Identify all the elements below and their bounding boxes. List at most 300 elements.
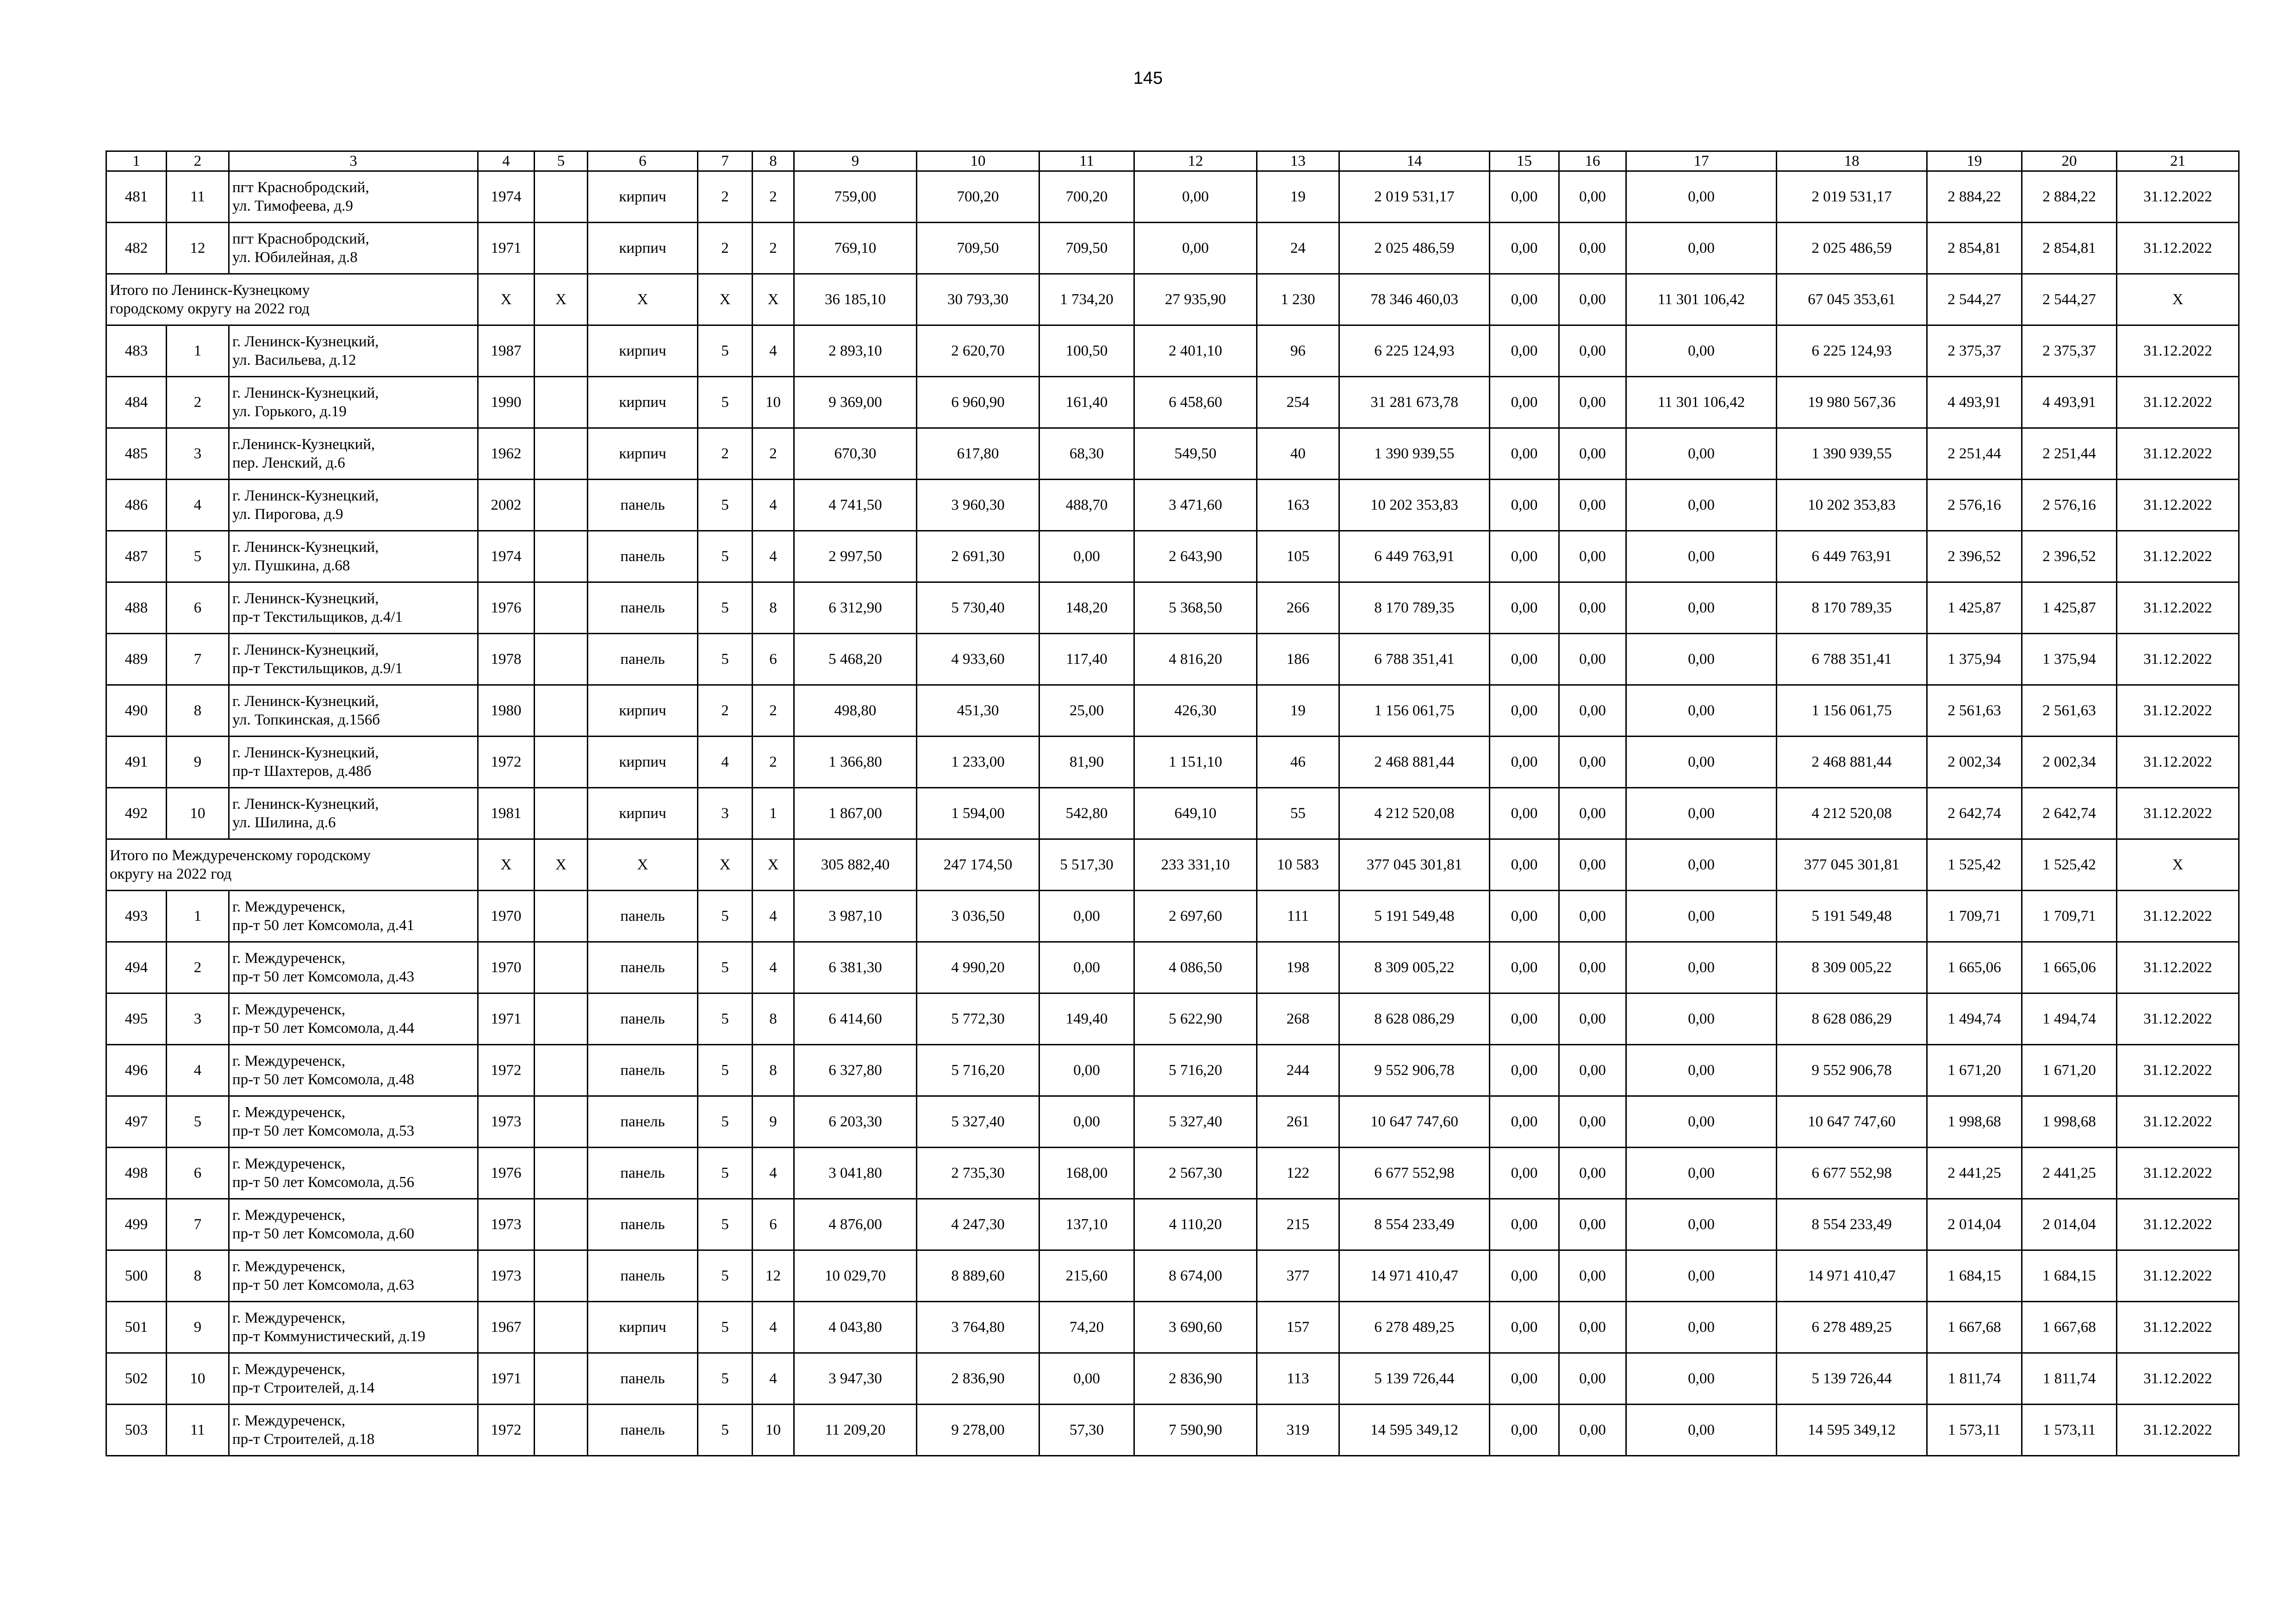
col-12-cell: 0,00: [1134, 171, 1257, 223]
col-18-cell: 6 788 351,41: [1777, 634, 1927, 685]
table-row: [106, 1199, 2239, 1250]
col-19-cell: 1 667,68: [1927, 1302, 2022, 1353]
col-14-cell: 8 628 086,29: [1339, 993, 1490, 1045]
col-9-cell: 3 041,80: [794, 1148, 917, 1199]
col-17-cell: 11 301 106,42: [1626, 377, 1777, 428]
completion-date-cell: X: [2117, 839, 2239, 891]
col-13-cell: 10 583: [1257, 839, 1339, 891]
row-number-cell: 496: [106, 1045, 167, 1096]
table-row: [106, 737, 2239, 788]
subtotal-label-line-1: Итого по Ленинск-Кузнецкому: [110, 282, 310, 299]
col-20-cell: 1 811,74: [2022, 1353, 2117, 1405]
col-5-cell: [535, 531, 588, 582]
floors-cell: 5: [698, 1096, 753, 1148]
address-line-2: пр-т Коммунистический, д.19: [232, 1328, 425, 1345]
address-line-1: г. Междуреченск,: [232, 1207, 346, 1224]
col-12-cell: 2 697,60: [1134, 891, 1257, 942]
col-17-cell: 0,00: [1626, 788, 1777, 839]
col-18-cell: 9 552 906,78: [1777, 1045, 1927, 1096]
year-built-cell: 1980: [478, 685, 535, 737]
entrances-cell: 4: [753, 1353, 794, 1405]
col-16-cell: 0,00: [1559, 1250, 1626, 1302]
col-16-cell: 0,00: [1559, 788, 1626, 839]
floors-cell: 2: [698, 428, 753, 480]
col-10-cell: 1 594,00: [917, 788, 1039, 839]
address-line-2: пр-т Строителей, д.14: [232, 1380, 375, 1396]
entrances-cell: 4: [753, 942, 794, 993]
local-number-cell: 9: [167, 1302, 229, 1353]
address-line-1: г. Ленинск-Кузнецкий,: [232, 642, 379, 658]
col-11-cell: 1 734,20: [1039, 274, 1134, 325]
local-number-cell: 6: [167, 1148, 229, 1199]
column-number-cell: 11: [1039, 151, 1134, 171]
col-13-cell: 1 230: [1257, 274, 1339, 325]
local-number-cell: 2: [167, 377, 229, 428]
column-number-cell: 20: [2022, 151, 2117, 171]
address-line-2: пер. Ленский, д.6: [232, 455, 345, 471]
wall-material-cell: панель: [588, 942, 698, 993]
col-9-cell: 36 185,10: [794, 274, 917, 325]
wall-material-cell: панель: [588, 1405, 698, 1456]
address-line-2: пр-т Строителей, д.18: [232, 1431, 375, 1448]
wall-material-cell: кирпич: [588, 377, 698, 428]
col-17-cell: 0,00: [1626, 531, 1777, 582]
col-15-cell: 0,00: [1490, 325, 1559, 377]
page-number: 145: [1133, 69, 1163, 88]
year-built-cell: 1971: [478, 993, 535, 1045]
col-14-cell: 5 139 726,44: [1339, 1353, 1490, 1405]
col-17-cell: 0,00: [1626, 1405, 1777, 1456]
wall-material-cell: кирпич: [588, 223, 698, 274]
address-line-2: пр-т 50 лет Комсомола, д.53: [232, 1123, 415, 1139]
entrances-cell: 4: [753, 891, 794, 942]
col-20-cell: 2 642,74: [2022, 788, 2117, 839]
col-15-cell: 0,00: [1490, 1405, 1559, 1456]
col-16-cell: 0,00: [1559, 1302, 1626, 1353]
col-5-cell: [535, 737, 588, 788]
wall-material-cell: кирпич: [588, 737, 698, 788]
local-number-cell: 10: [167, 788, 229, 839]
col-12-cell: 5 716,20: [1134, 1045, 1257, 1096]
year-built-cell: X: [478, 839, 535, 891]
col-13-cell: 215: [1257, 1199, 1339, 1250]
col-11-cell: 488,70: [1039, 480, 1134, 531]
address-cell: [229, 1405, 478, 1456]
row-number-cell: 486: [106, 480, 167, 531]
address-line-2: пр-т Текстильщиков, д.9/1: [232, 660, 403, 677]
completion-date-cell: 31.12.2022: [2117, 1250, 2239, 1302]
address-cell: [229, 942, 478, 993]
col-13-cell: 268: [1257, 993, 1339, 1045]
col-19-cell: 1 671,20: [1927, 1045, 2022, 1096]
address-line-2: пр-т 50 лет Комсомола, д.60: [232, 1225, 415, 1242]
col-10-cell: 5 772,30: [917, 993, 1039, 1045]
local-number-cell: 4: [167, 1045, 229, 1096]
col-5-cell: X: [535, 274, 588, 325]
col-14-cell: 8 554 233,49: [1339, 1199, 1490, 1250]
floors-cell: 5: [698, 891, 753, 942]
col-13-cell: 55: [1257, 788, 1339, 839]
completion-date-cell: 31.12.2022: [2117, 377, 2239, 428]
col-14-cell: 4 212 520,08: [1339, 788, 1490, 839]
col-9-cell: 670,30: [794, 428, 917, 480]
col-11-cell: 215,60: [1039, 1250, 1134, 1302]
col-16-cell: 0,00: [1559, 274, 1626, 325]
row-number-cell: 502: [106, 1353, 167, 1405]
col-18-cell: 67 045 353,61: [1777, 274, 1927, 325]
year-built-cell: 1971: [478, 223, 535, 274]
col-16-cell: 0,00: [1559, 1096, 1626, 1148]
col-14-cell: 1 390 939,55: [1339, 428, 1490, 480]
col-5-cell: [535, 1045, 588, 1096]
column-number-cell: 8: [753, 151, 794, 171]
col-5-cell: [535, 480, 588, 531]
address-line-1: пгт Краснобродский,: [232, 179, 369, 196]
table-body: [106, 151, 2239, 1456]
col-12-cell: 3 690,60: [1134, 1302, 1257, 1353]
col-20-cell: 2 854,81: [2022, 223, 2117, 274]
col-14-cell: 2 019 531,17: [1339, 171, 1490, 223]
wall-material-cell: панель: [588, 634, 698, 685]
subtotal-label-line-2: городскому округу на 2022 год: [110, 300, 310, 317]
col-10-cell: 617,80: [917, 428, 1039, 480]
address-line-2: пр-т Шахтеров, д.48б: [232, 763, 372, 780]
entrances-cell: 2: [753, 223, 794, 274]
completion-date-cell: X: [2117, 274, 2239, 325]
address-cell: [229, 377, 478, 428]
entrances-cell: 2: [753, 171, 794, 223]
local-number-cell: 9: [167, 737, 229, 788]
col-19-cell: 1 573,11: [1927, 1405, 2022, 1456]
table-row: [106, 993, 2239, 1045]
col-19-cell: 2 854,81: [1927, 223, 2022, 274]
col-11-cell: 149,40: [1039, 993, 1134, 1045]
col-17-cell: 0,00: [1626, 891, 1777, 942]
floors-cell: 5: [698, 634, 753, 685]
floors-cell: 5: [698, 531, 753, 582]
col-11-cell: 168,00: [1039, 1148, 1134, 1199]
col-20-cell: 4 493,91: [2022, 377, 2117, 428]
completion-date-cell: 31.12.2022: [2117, 891, 2239, 942]
address-line-2: пр-т 50 лет Комсомола, д.41: [232, 917, 415, 934]
col-20-cell: 2 441,25: [2022, 1148, 2117, 1199]
col-10-cell: 9 278,00: [917, 1405, 1039, 1456]
col-15-cell: 0,00: [1490, 223, 1559, 274]
address-line-2: пр-т Текстильщиков, д.4/1: [232, 609, 403, 625]
col-20-cell: 2 544,27: [2022, 274, 2117, 325]
col-13-cell: 96: [1257, 325, 1339, 377]
column-number-cell: 16: [1559, 151, 1626, 171]
col-17-cell: 0,00: [1626, 480, 1777, 531]
col-9-cell: 2 893,10: [794, 325, 917, 377]
column-number-cell: 13: [1257, 151, 1339, 171]
col-17-cell: 0,00: [1626, 839, 1777, 891]
col-14-cell: 10 647 747,60: [1339, 1096, 1490, 1148]
row-number-cell: 501: [106, 1302, 167, 1353]
col-9-cell: 4 741,50: [794, 480, 917, 531]
col-17-cell: 0,00: [1626, 685, 1777, 737]
col-9-cell: 1 366,80: [794, 737, 917, 788]
col-13-cell: 261: [1257, 1096, 1339, 1148]
col-10-cell: 3 960,30: [917, 480, 1039, 531]
col-15-cell: 0,00: [1490, 942, 1559, 993]
completion-date-cell: 31.12.2022: [2117, 942, 2239, 993]
completion-date-cell: 31.12.2022: [2117, 737, 2239, 788]
col-10-cell: 8 889,60: [917, 1250, 1039, 1302]
wall-material-cell: кирпич: [588, 428, 698, 480]
col-5-cell: [535, 377, 588, 428]
col-14-cell: 377 045 301,81: [1339, 839, 1490, 891]
col-17-cell: 0,00: [1626, 993, 1777, 1045]
col-18-cell: 8 170 789,35: [1777, 582, 1927, 634]
col-11-cell: 700,20: [1039, 171, 1134, 223]
col-16-cell: 0,00: [1559, 223, 1626, 274]
year-built-cell: 1967: [478, 1302, 535, 1353]
address-line-1: г. Ленинск-Кузнецкий,: [232, 796, 379, 812]
col-18-cell: 19 980 567,36: [1777, 377, 1927, 428]
subtotal-label-cell: [106, 274, 478, 325]
col-14-cell: 10 202 353,83: [1339, 480, 1490, 531]
col-5-cell: [535, 1250, 588, 1302]
address-line-1: г. Междуреченск,: [232, 1104, 346, 1121]
year-built-cell: 1971: [478, 1353, 535, 1405]
col-10-cell: 3 036,50: [917, 891, 1039, 942]
col-10-cell: 4 247,30: [917, 1199, 1039, 1250]
col-11-cell: 709,50: [1039, 223, 1134, 274]
local-number-cell: 8: [167, 685, 229, 737]
table-row: [106, 634, 2239, 685]
col-20-cell: 1 667,68: [2022, 1302, 2117, 1353]
table-row: [106, 531, 2239, 582]
col-16-cell: 0,00: [1559, 428, 1626, 480]
col-12-cell: 233 331,10: [1134, 839, 1257, 891]
col-12-cell: 1 151,10: [1134, 737, 1257, 788]
floors-cell: 2: [698, 171, 753, 223]
address-cell: [229, 1250, 478, 1302]
row-number-cell: 484: [106, 377, 167, 428]
col-11-cell: 57,30: [1039, 1405, 1134, 1456]
col-19-cell: 1 998,68: [1927, 1096, 2022, 1148]
col-19-cell: 2 014,04: [1927, 1199, 2022, 1250]
col-20-cell: 1 494,74: [2022, 993, 2117, 1045]
local-number-cell: 4: [167, 480, 229, 531]
table-row: [106, 223, 2239, 274]
col-15-cell: 0,00: [1490, 480, 1559, 531]
completion-date-cell: 31.12.2022: [2117, 1353, 2239, 1405]
col-19-cell: 4 493,91: [1927, 377, 2022, 428]
col-12-cell: 5 368,50: [1134, 582, 1257, 634]
col-13-cell: 24: [1257, 223, 1339, 274]
col-11-cell: 74,20: [1039, 1302, 1134, 1353]
col-18-cell: 8 628 086,29: [1777, 993, 1927, 1045]
year-built-cell: 1973: [478, 1199, 535, 1250]
table-row: [106, 942, 2239, 993]
completion-date-cell: 31.12.2022: [2117, 1045, 2239, 1096]
address-line-1: г. Ленинск-Кузнецкий,: [232, 744, 379, 761]
col-5-cell: [535, 171, 588, 223]
address-cell: [229, 788, 478, 839]
wall-material-cell: панель: [588, 531, 698, 582]
col-17-cell: 0,00: [1626, 171, 1777, 223]
col-17-cell: 0,00: [1626, 1096, 1777, 1148]
completion-date-cell: 31.12.2022: [2117, 223, 2239, 274]
wall-material-cell: панель: [588, 891, 698, 942]
col-20-cell: 1 671,20: [2022, 1045, 2117, 1096]
col-18-cell: 6 225 124,93: [1777, 325, 1927, 377]
col-16-cell: 0,00: [1559, 839, 1626, 891]
address-cell: [229, 1199, 478, 1250]
col-19-cell: 1 709,71: [1927, 891, 2022, 942]
address-line-2: пр-т 50 лет Комсомола, д.44: [232, 1020, 415, 1037]
column-number-cell: 1: [106, 151, 167, 171]
col-16-cell: 0,00: [1559, 582, 1626, 634]
completion-date-cell: 31.12.2022: [2117, 531, 2239, 582]
table-row: [106, 1302, 2239, 1353]
local-number-cell: 3: [167, 428, 229, 480]
col-20-cell: 2 884,22: [2022, 171, 2117, 223]
table-row: [106, 1096, 2239, 1148]
col-16-cell: 0,00: [1559, 891, 1626, 942]
local-number-cell: 1: [167, 325, 229, 377]
row-number-cell: 492: [106, 788, 167, 839]
local-number-cell: 8: [167, 1250, 229, 1302]
col-14-cell: 31 281 673,78: [1339, 377, 1490, 428]
completion-date-cell: 31.12.2022: [2117, 1302, 2239, 1353]
subtotal-row: [106, 274, 2239, 325]
col-10-cell: 5 327,40: [917, 1096, 1039, 1148]
col-17-cell: 0,00: [1626, 737, 1777, 788]
col-14-cell: 14 971 410,47: [1339, 1250, 1490, 1302]
col-9-cell: 6 414,60: [794, 993, 917, 1045]
table-row: [106, 685, 2239, 737]
entrances-cell: 10: [753, 1405, 794, 1456]
col-16-cell: 0,00: [1559, 325, 1626, 377]
col-5-cell: [535, 993, 588, 1045]
address-cell: [229, 1045, 478, 1096]
col-9-cell: 6 327,80: [794, 1045, 917, 1096]
col-18-cell: 14 971 410,47: [1777, 1250, 1927, 1302]
col-18-cell: 377 045 301,81: [1777, 839, 1927, 891]
entrances-cell: 8: [753, 993, 794, 1045]
table-row: [106, 1148, 2239, 1199]
col-13-cell: 19: [1257, 685, 1339, 737]
completion-date-cell: 31.12.2022: [2117, 428, 2239, 480]
col-10-cell: 4 990,20: [917, 942, 1039, 993]
row-number-cell: 483: [106, 325, 167, 377]
col-14-cell: 14 595 349,12: [1339, 1405, 1490, 1456]
col-10-cell: 3 764,80: [917, 1302, 1039, 1353]
col-20-cell: 1 684,15: [2022, 1250, 2117, 1302]
floors-cell: 5: [698, 1148, 753, 1199]
col-20-cell: 1 998,68: [2022, 1096, 2117, 1148]
col-19-cell: 1 811,74: [1927, 1353, 2022, 1405]
address-cell: [229, 1353, 478, 1405]
col-15-cell: 0,00: [1490, 531, 1559, 582]
year-built-cell: 1972: [478, 1405, 535, 1456]
col-15-cell: 0,00: [1490, 582, 1559, 634]
col-12-cell: 6 458,60: [1134, 377, 1257, 428]
address-line-1: г.Ленинск-Кузнецкий,: [232, 436, 375, 453]
address-cell: [229, 634, 478, 685]
floors-cell: 2: [698, 685, 753, 737]
col-10-cell: 709,50: [917, 223, 1039, 274]
year-built-cell: 1972: [478, 737, 535, 788]
address-line-1: г. Ленинск-Кузнецкий,: [232, 693, 379, 710]
year-built-cell: 1976: [478, 1148, 535, 1199]
column-number-cell: 4: [478, 151, 535, 171]
col-17-cell: 0,00: [1626, 1353, 1777, 1405]
wall-material-cell: панель: [588, 582, 698, 634]
address-line-1: г. Междуреченск,: [232, 1001, 346, 1018]
col-16-cell: 0,00: [1559, 1405, 1626, 1456]
wall-material-cell: панель: [588, 1096, 698, 1148]
address-cell: [229, 531, 478, 582]
col-19-cell: 2 251,44: [1927, 428, 2022, 480]
address-line-1: г. Междуреченск,: [232, 1156, 346, 1172]
col-18-cell: 2 025 486,59: [1777, 223, 1927, 274]
col-9-cell: 4 043,80: [794, 1302, 917, 1353]
col-19-cell: 1 425,87: [1927, 582, 2022, 634]
col-13-cell: 254: [1257, 377, 1339, 428]
col-17-cell: 0,00: [1626, 1199, 1777, 1250]
completion-date-cell: 31.12.2022: [2117, 480, 2239, 531]
col-12-cell: 649,10: [1134, 788, 1257, 839]
column-number-row: [106, 151, 2239, 171]
address-cell: [229, 993, 478, 1045]
entrances-cell: X: [753, 274, 794, 325]
address-line-1: г. Междуреченск,: [232, 1412, 346, 1429]
col-12-cell: 8 674,00: [1134, 1250, 1257, 1302]
col-11-cell: 0,00: [1039, 1045, 1134, 1096]
row-number-cell: 481: [106, 171, 167, 223]
col-14-cell: 1 156 061,75: [1339, 685, 1490, 737]
col-15-cell: 0,00: [1490, 1250, 1559, 1302]
col-9-cell: 769,10: [794, 223, 917, 274]
completion-date-cell: 31.12.2022: [2117, 582, 2239, 634]
row-number-cell: 491: [106, 737, 167, 788]
col-12-cell: 2 643,90: [1134, 531, 1257, 582]
col-14-cell: 6 449 763,91: [1339, 531, 1490, 582]
col-11-cell: 0,00: [1039, 1096, 1134, 1148]
address-line-2: пр-т 50 лет Комсомола, д.56: [232, 1174, 415, 1191]
col-17-cell: 0,00: [1626, 223, 1777, 274]
col-18-cell: 1 156 061,75: [1777, 685, 1927, 737]
col-5-cell: [535, 325, 588, 377]
address-line-1: г. Междуреченск,: [232, 1310, 346, 1326]
col-11-cell: 25,00: [1039, 685, 1134, 737]
wall-material-cell: панель: [588, 1045, 698, 1096]
col-15-cell: 0,00: [1490, 685, 1559, 737]
completion-date-cell: 31.12.2022: [2117, 325, 2239, 377]
local-number-cell: 5: [167, 1096, 229, 1148]
year-built-cell: 1962: [478, 428, 535, 480]
floors-cell: 5: [698, 1405, 753, 1456]
col-13-cell: 113: [1257, 1353, 1339, 1405]
completion-date-cell: 31.12.2022: [2117, 1405, 2239, 1456]
col-17-cell: 0,00: [1626, 1250, 1777, 1302]
entrances-cell: 10: [753, 377, 794, 428]
col-5-cell: [535, 1199, 588, 1250]
col-19-cell: 1 494,74: [1927, 993, 2022, 1045]
row-number-cell: 487: [106, 531, 167, 582]
entrances-cell: 2: [753, 428, 794, 480]
floors-cell: 5: [698, 1250, 753, 1302]
col-12-cell: 4 816,20: [1134, 634, 1257, 685]
table-row: [106, 325, 2239, 377]
col-18-cell: 1 390 939,55: [1777, 428, 1927, 480]
completion-date-cell: 31.12.2022: [2117, 993, 2239, 1045]
col-12-cell: 3 471,60: [1134, 480, 1257, 531]
